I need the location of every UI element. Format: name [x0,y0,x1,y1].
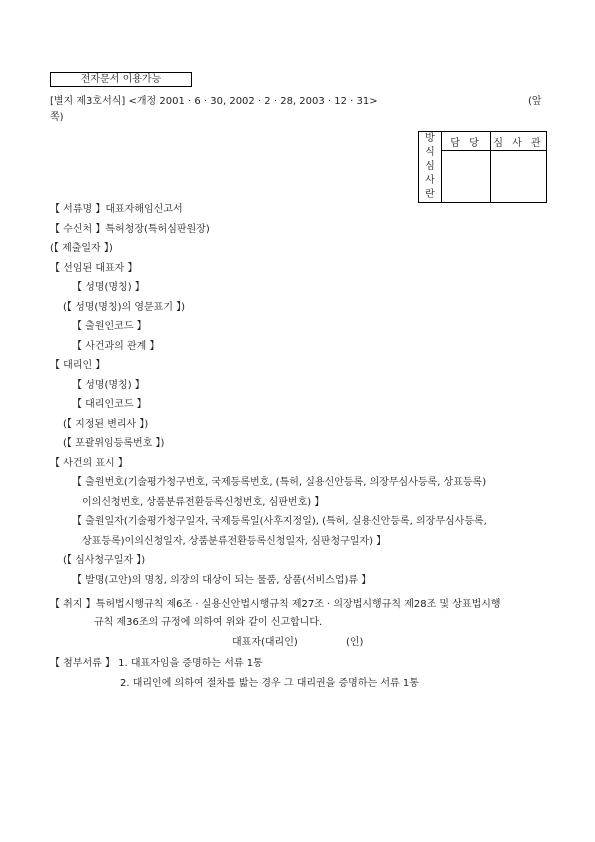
agent-heading: 【 대리인 】 [50,360,106,371]
form-number-line: [별지 제3호서식] <개정 2001 · 6 · 30, 2002 · 2 · 28, 2003 · 12 · 31> [50,96,378,107]
representative-name-english: (【 성명(명칭)의 영문표기 】) [63,302,186,313]
representative-signature-label: 대표자(대리인) [232,637,298,648]
electronic-document-tag: 전자문서 이용가능 [50,72,192,87]
review-table-cell-examiner [491,151,547,203]
application-date-line-2: 상표등록)이의신청일자, 상품분류전환등록신청일자, 심판청구일자) 】 [82,536,387,547]
agent-code: 【 대리인코드 】 [72,399,147,410]
review-table-cell-officer [442,151,491,203]
attachments-line-1: 【 첨부서류 】 1. 대표자임을 증명하는 서류 1통 [50,658,263,669]
applicant-code: 【 출원인코드 】 [72,321,147,332]
seal-mark: (인) [346,637,364,648]
purpose-line-2: 규칙 제36조의 규정에 의하여 위와 같이 신고합니다. [94,617,323,628]
document-name: 【 서류명 】대표자해임신고서 [50,204,183,215]
submission-date: (【 제출일자 】) [50,243,113,254]
review-table [418,131,547,203]
application-date-line-1: 【 출원일자(기술평가청구일자, 국제등록일(사후지정일), (특허, 실용신안등록, 의장무심사등록, [72,516,487,527]
application-number-line-1: 【 출원번호(기술평가청구번호, 국제등록번호, (특허, 실용신안등록, 의장무심사등록, 상표등록) [72,477,487,488]
agent-name: 【 성명(명칭) 】 [72,380,145,391]
relation-to-case: 【 사건과의 관계 】 [72,341,160,352]
appointed-representative-heading: 【 선임된 대표자 】 [50,263,138,274]
review-table-header-examiner: 심 사 관 [491,132,547,151]
invention-title: 【 발명(고안)의 명칭, 의장의 대상이 되는 물품, 상품(서비스업)류 】 [72,575,372,586]
application-number-line-2: 이의신청번호, 상품분류전환등록신청번호, 심판번호) 】 [82,497,325,508]
case-indication-heading: 【 사건의 표시 】 [50,458,128,469]
attachments-line-2: 2. 대리인에 의하여 절차를 밟는 경우 그 대리권을 증명하는 서류 1통 [120,678,419,689]
representative-name: 【 성명(명칭) 】 [72,282,145,293]
recipient: 【 수신처 】특허청장(특허심판원장) [50,224,210,235]
purpose-line-1: 【 취지 】특허법시행규칙 제6조 · 실용신안법시행규칙 제27조 · 의장법시행규칙 제28조 및 상표법시행 [50,599,501,610]
review-table-header-officer: 담 당 [442,132,491,151]
page-side-mark-continued: 쪽) [50,112,64,123]
examination-request-date: (【 심사청구일자 】) [63,555,146,566]
review-table-vertical-label: 방 식 심 사 란 [419,132,442,203]
general-power-registration-number: (【 포괄위임등록번호 】) [63,438,165,449]
page-side-mark: (앞 [528,96,542,107]
designated-patent-attorney: (【 지정된 변리사 】) [63,419,149,430]
